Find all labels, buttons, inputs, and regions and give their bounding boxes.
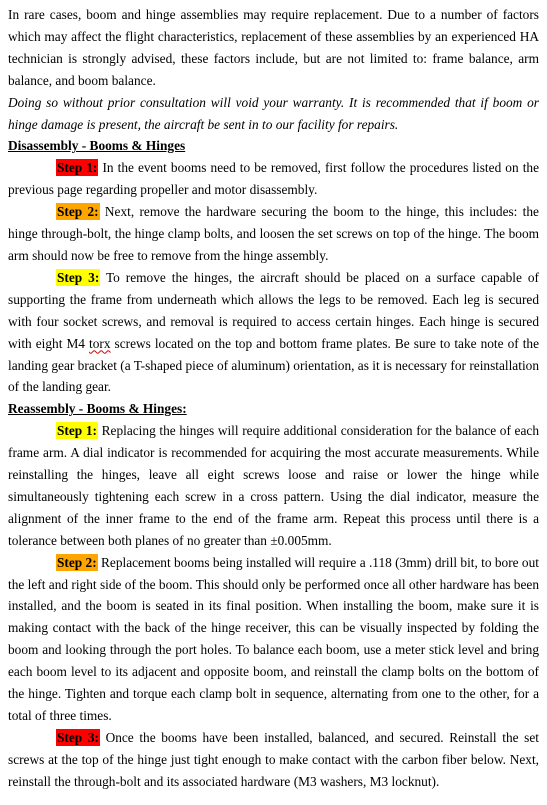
disassembly-step-3	[8, 267, 539, 398]
reassembly-heading: Reassembly - Booms & Hinges:	[8, 401, 187, 417]
step-text: Replacing the hinges will require additional consideration for the balance of each frame arm. A dial indicator is recommended for acquiring the most accurate measurements. While reinstalling the hinges, leave all eight screws loose and raise or lower the hinge while simultaneously tightening each screw in a cross pattern. Using the dial indicator, measure the alignment of the inner frame to the end of the frame arm. Repeat this process until there is a tolerance between both planes of no greater than ±0.005mm.	[8, 423, 539, 548]
step-label: Step 3:	[57, 269, 100, 285]
reassembly-step-2	[8, 552, 539, 727]
step-text: Next, remove the hardware securing the boom to the hinge, this includes: the hinge through-bolt, the hinge clamp bolts, and loosen the set screws on top of the hinge. The boom arm should now be free to remove from the hinge assembly.	[8, 204, 539, 263]
disassembly-step-1	[8, 157, 539, 201]
step-text: Replacement booms being installed will require a .118 (3mm) drill bit, to bore out the left and right side of the boom. This should only be performed once all other hardware has been installed, and the boom is seated in its final position. When installing the boom, make sure it is making contact with the back of the hinge receiver, this can be visually inspected by folding the boom and looking through the port holes. To balance each boom, use a meter stick level and bring each boom level to its adjacent and opposite boom, and reinstall the clamp bolts on the bottom of the hinge. Tighten and torque each clamp bolt in sequence, alternating from one to the other, for a total of three times.	[8, 554, 539, 723]
step-text: In the event booms need to be removed, first follow the procedures listed on the previous page regarding propeller and motor disassembly.	[8, 160, 539, 198]
reassembly-step-1	[8, 420, 539, 551]
step-text: To remove the hinges, the aircraft should be placed on a surface capable of supporting the frame from underneath which allows the legs to be removed. Each leg is secured with four socket screws, and removal is required to access certain hinges. Each hinge is secured with eight M4	[8, 269, 539, 351]
reassembly-step-3	[8, 727, 539, 793]
step-label: Step 3:	[57, 729, 99, 745]
step-label: Step 2:	[57, 204, 99, 220]
step-text: Once the booms have been installed, balanced, and secured. Reinstall the set screws at the top of the hinge just tight enough to make contact with the carbon fiber below. Next, reinstall the through-bolt and its associated hardware (M3 washers, M3 locknut).	[8, 729, 539, 789]
spellcheck-flagged-word[interactable]: torx	[89, 335, 111, 351]
step-label: Step 2:	[57, 554, 97, 570]
step-label: Step 1:	[57, 423, 97, 439]
step-text-continued: screws located on the top and bottom frame plates. Be sure to take note of the landing gear bracket (a T-shaped piece of aluminum) orientation, as it is necessary for reinstallation of the landing gear.	[8, 335, 539, 395]
warranty-warning: Doing so without prior consultation will void your warranty. It is recommended that if boom or hinge damage is present, the aircraft be sent in to our facility for repairs.	[8, 94, 539, 132]
step-label: Step 1:	[57, 160, 98, 176]
disassembly-step-2	[8, 201, 539, 267]
disassembly-heading: Disassembly - Booms & Hinges	[8, 138, 186, 154]
intro-paragraph: In rare cases, boom and hinge assemblies may require replacement. Due to a number of factors which may affect the flight characteristics, replacement of these assemblies by an experienced HA technician is strongly advised, these factors include, but are not limited to: frame balance, arm balance, and boom balance.	[8, 7, 539, 88]
